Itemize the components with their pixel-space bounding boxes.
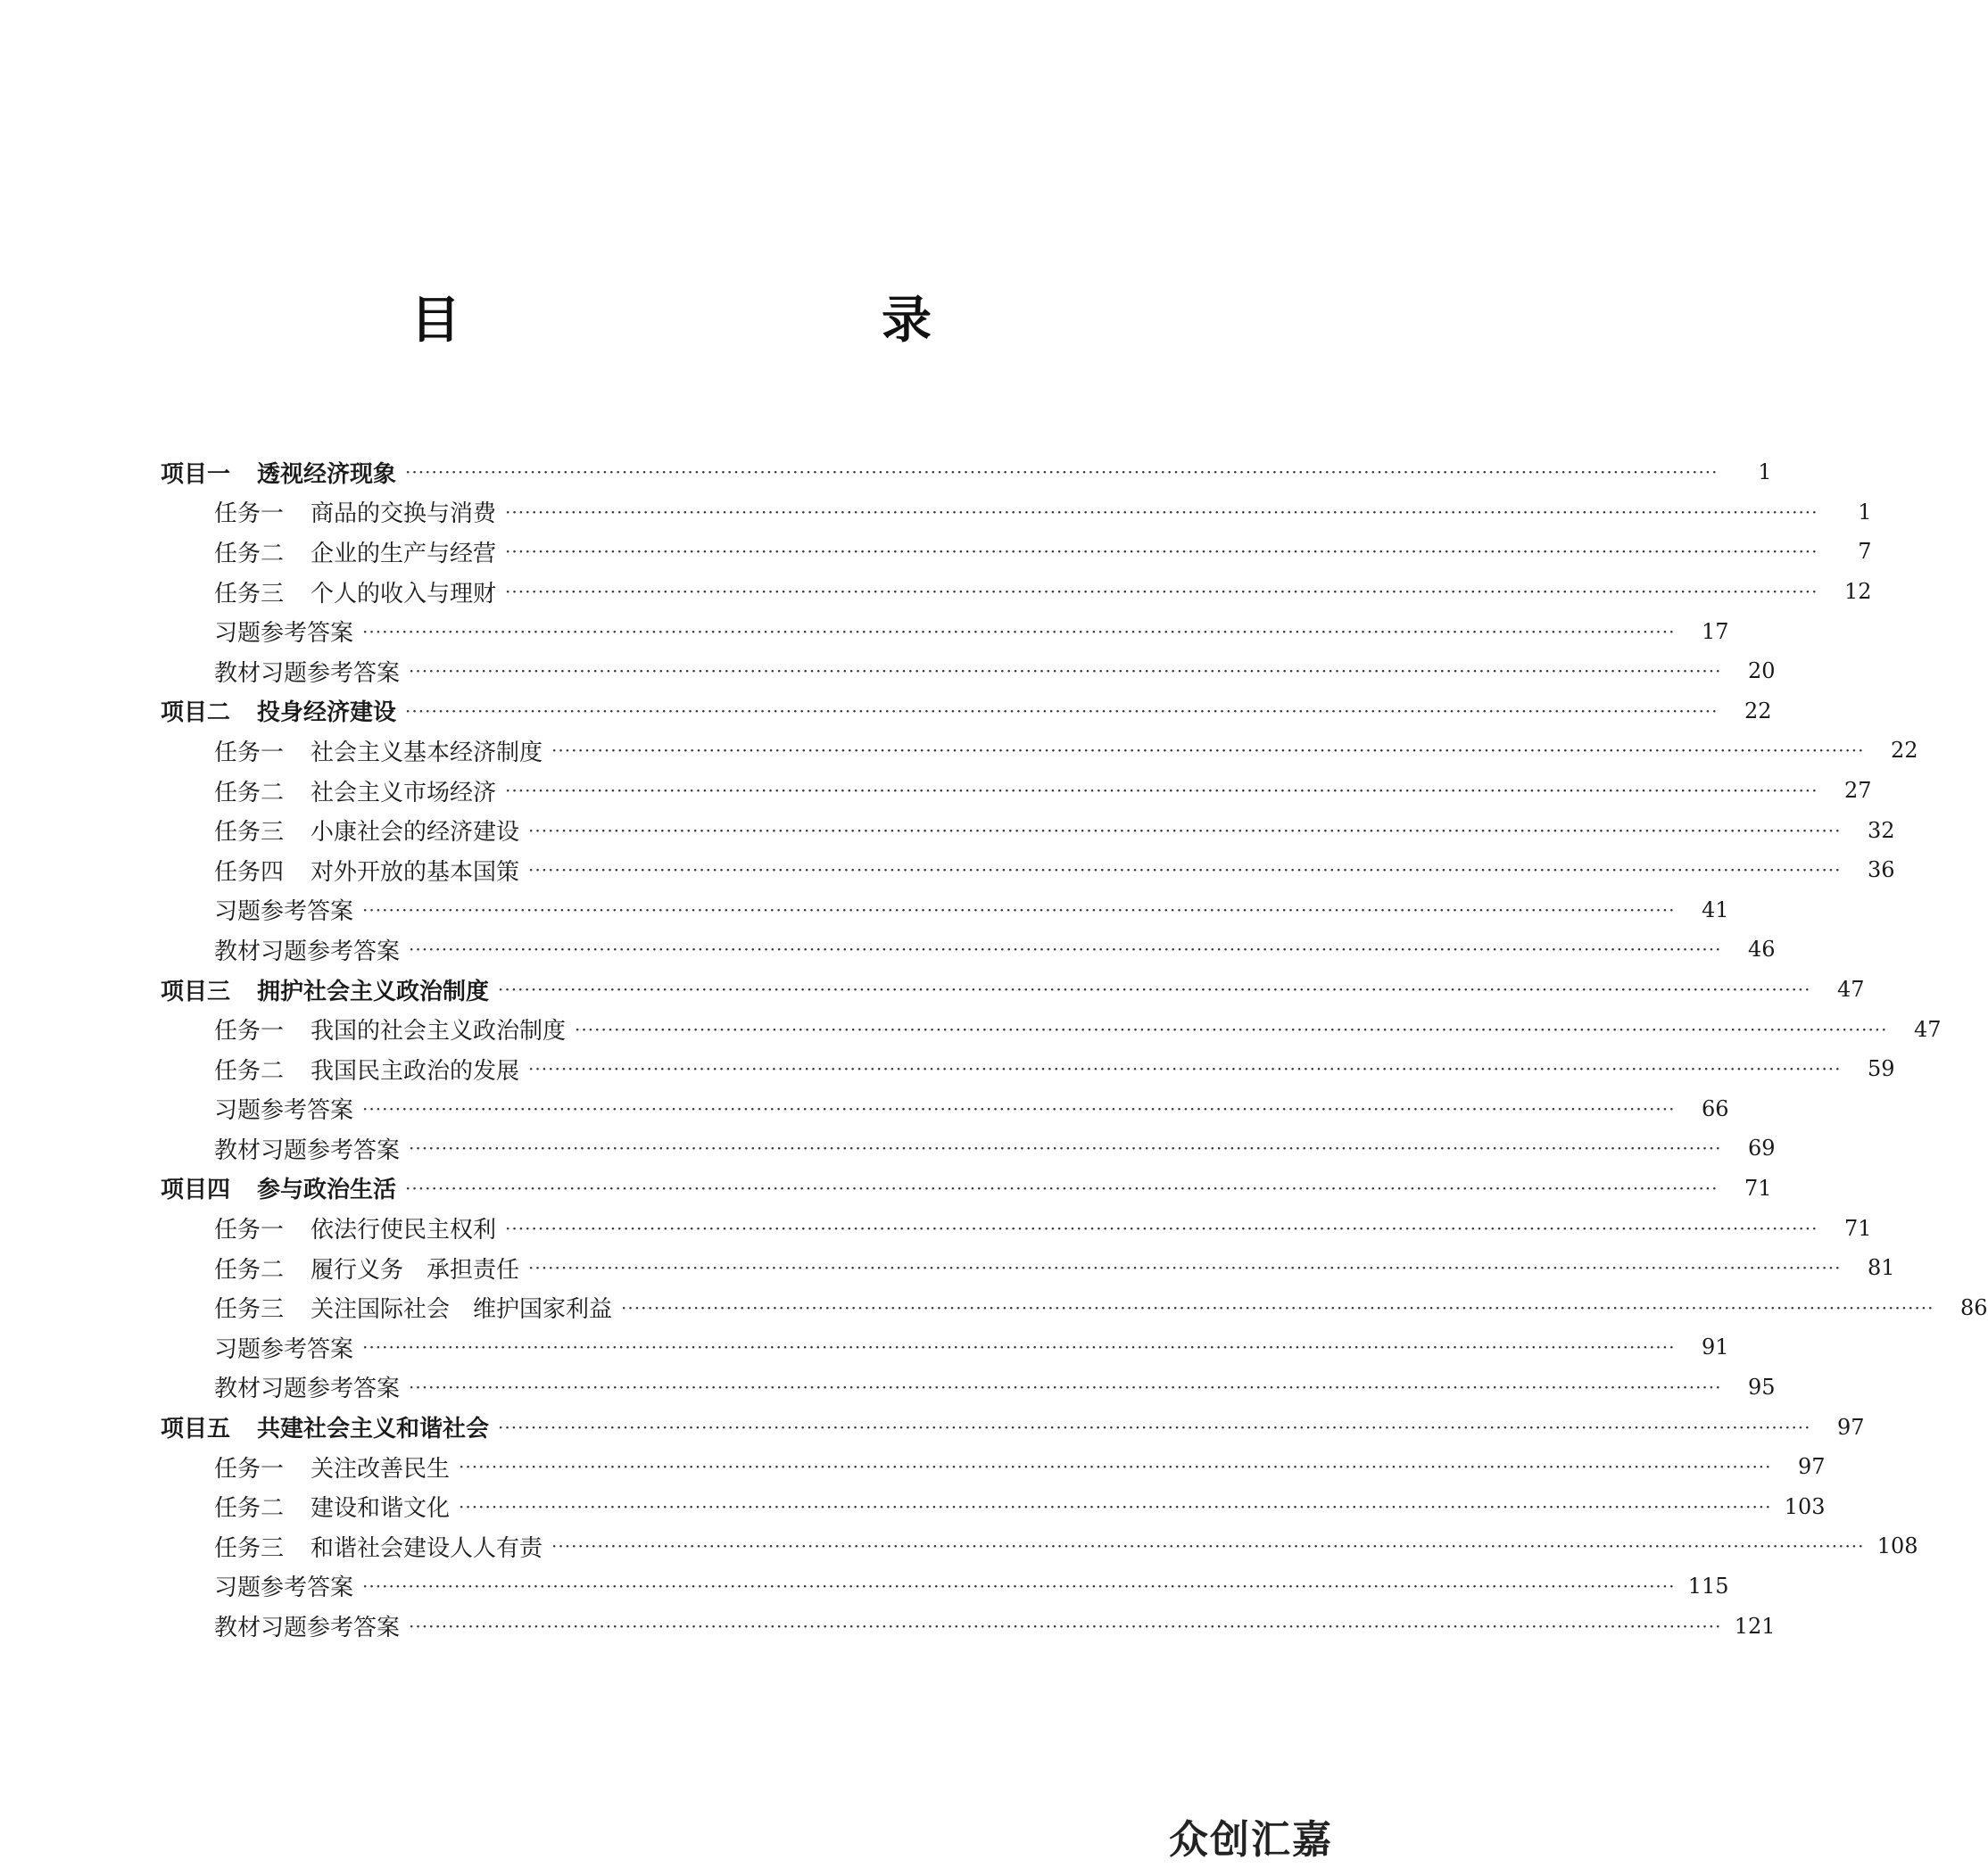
toc-entry-label: 任务一 [214,500,285,528]
toc-entry-title: 教材习题参考答案 [214,1137,401,1164]
toc-task-entry[interactable] [0,1287,1988,1327]
dot-leader: ········································································································································································································ [409,1376,1722,1398]
toc-page-number: 71 [1843,1215,1872,1241]
dot-leader: ········································································································································································································ [505,541,1818,563]
toc-entry-label: 任务二 [214,540,285,567]
toc-task-entry[interactable] [0,930,1776,970]
toc-project-entry[interactable] [0,1169,1772,1209]
toc-task-entry[interactable] [0,771,1872,811]
dot-leader: ········································································································································································································ [362,1097,1676,1120]
dot-leader: ········································································································································································································ [362,620,1676,642]
dot-leader: ········································································································································································································ [621,1296,1934,1318]
toc-page-number: 46 [1747,937,1776,963]
toc-page-number: 86 [1959,1294,1988,1320]
dot-leader: ········································································································································································································ [459,1456,1772,1478]
toc-entry-label: 项目二 [161,699,231,727]
toc-entry-title: 教材习题参考答案 [214,659,401,687]
dot-leader: ········································································································································································································ [505,780,1818,802]
toc-entry-label: 任务二 [214,1495,285,1523]
dot-leader: ········································································································································································································ [409,1137,1722,1160]
toc-task-entry[interactable] [0,1606,1776,1646]
toc-entry-label: 任务二 [214,1057,285,1085]
toc-page-number: 32 [1867,817,1895,843]
dot-leader: ········································································································································································································ [498,979,1811,1001]
toc-page-number: 115 [1687,1573,1729,1599]
toc-page-number: 12 [1843,579,1872,605]
dot-leader: ········································································································································································································ [528,1257,1842,1279]
dot-leader: ········································································································································································································ [405,461,1719,484]
toc-entry-label: 任务一 [214,1018,285,1046]
toc-entry-title: 个人的收入与理财 [311,580,497,608]
toc-entry-title: 习题参考答案 [214,898,354,926]
dot-leader: ········································································································································································································ [498,1416,1811,1438]
toc-task-entry[interactable] [0,890,1729,930]
toc-page-number: 36 [1867,857,1895,883]
toc-entry-title: 我国民主政治的发展 [311,1057,520,1085]
toc-task-entry[interactable] [0,1486,1826,1526]
toc-entry-label: 任务三 [214,580,285,608]
dot-leader: ········································································································································································································ [362,1336,1676,1359]
dot-leader: ········································································································································································································ [409,1615,1722,1637]
toc-task-entry[interactable] [0,1447,1826,1487]
toc-entry-label: 任务一 [214,739,285,766]
toc-page-number: 121 [1734,1613,1776,1639]
toc-entry-title: 我国的社会主义政治制度 [311,1018,567,1046]
dot-leader: ········································································································································································································ [409,938,1722,961]
dot-leader: ········································································································································································································ [459,1495,1772,1517]
toc-entry-title: 习题参考答案 [214,620,354,648]
toc-entry-title: 教材习题参考答案 [214,1615,401,1642]
toc-entry-label: 任务三 [214,819,285,847]
toc-entry-title: 小康社会的经济建设 [311,819,520,847]
toc-entry-title: 透视经济现象 [257,460,397,488]
toc-entry-label: 任务一 [214,1455,285,1483]
dot-leader: ········································································································································································································ [405,699,1719,722]
dot-leader: ········································································································································································································ [528,819,1842,841]
toc-task-entry[interactable] [0,731,1918,771]
dot-leader: ········································································································································································································ [505,500,1818,523]
toc-task-entry[interactable] [0,1009,1942,1049]
toc-task-entry[interactable] [0,611,1729,651]
toc-entry-label: 任务三 [214,1296,285,1324]
toc-entry-label: 任务四 [214,858,285,886]
toc-page-number: 97 [1836,1414,1865,1440]
dot-leader: ········································································································································································································ [528,859,1842,881]
toc-entry-title: 习题参考答案 [214,1335,354,1363]
toc-project-entry[interactable] [0,1407,1865,1447]
toc-entry-title: 习题参考答案 [214,1097,354,1125]
toc-project-entry[interactable] [0,970,1865,1010]
dot-leader: ········································································································································································································ [575,1018,1888,1040]
toc-project-entry[interactable] [0,452,1772,492]
toc-entry-title: 习题参考答案 [214,1575,354,1602]
toc-entry-title: 共建社会主义和谐社会 [257,1416,490,1443]
toc-entry-title: 社会主义市场经济 [311,779,497,806]
toc-page-number: 47 [1913,1016,1942,1042]
toc-page-number: 108 [1876,1533,1918,1559]
toc-entry-label: 任务一 [214,1217,285,1244]
toc-task-entry[interactable] [0,1089,1729,1129]
toc-task-entry[interactable] [0,492,1872,533]
toc-page-number: 91 [1701,1335,1729,1360]
toc-entry-title: 参与政治生活 [257,1177,397,1204]
toc-page-number: 22 [1744,698,1772,723]
toc-page-number: 27 [1843,778,1872,804]
toc-project-entry[interactable] [0,691,1772,731]
toc-entry-label: 项目四 [161,1177,231,1204]
toc-page-number: 7 [1858,539,1872,565]
toc-task-entry[interactable] [0,1327,1729,1368]
toc-entry-title: 关注改善民生 [311,1455,451,1483]
toc-task-entry[interactable] [0,651,1776,691]
dot-leader: ········································································································································································································ [551,1535,1865,1558]
toc-task-entry[interactable] [0,1128,1776,1169]
toc-task-entry[interactable] [0,572,1872,612]
toc-entry-label: 项目一 [161,460,231,488]
toc-entry-title: 拥护社会主义政治制度 [257,978,490,1005]
dot-leader: ········································································································································································································ [362,1575,1676,1597]
toc-task-entry[interactable] [0,1368,1776,1408]
toc-page-number: 20 [1747,658,1776,684]
toc-task-entry[interactable] [0,1049,1895,1089]
toc-entry-title: 履行义务 承担责任 [311,1256,520,1284]
toc-entry-title: 对外开放的基本国策 [311,858,520,886]
dot-leader: ········································································································································································································ [505,1217,1818,1239]
toc-entry-label: 任务二 [214,779,285,806]
watermark-logo: 众创汇嘉 [1169,1817,1333,1863]
toc-entry-title: 投身经济建设 [257,699,397,727]
toc-page-number: 81 [1867,1255,1895,1281]
toc-entry-title: 教材习题参考答案 [214,938,401,965]
page-title: 目 录 [410,292,1039,350]
toc-page-number: 47 [1836,977,1865,1003]
toc-page-number: 17 [1701,618,1729,644]
toc-page-number: 97 [1797,1454,1826,1480]
dot-leader: ········································································································································································································ [505,581,1818,603]
toc-entry-title: 和谐社会建设人人有责 [311,1534,543,1562]
toc-page-number: 71 [1744,1175,1772,1201]
toc-entry-label: 项目五 [161,1416,231,1443]
dot-leader: ········································································································································································································ [362,898,1676,921]
toc-entry-title: 教材习题参考答案 [214,1376,401,1403]
toc-task-entry[interactable] [0,1208,1872,1248]
dot-leader: ········································································································································································································ [551,740,1865,762]
toc-entry-title: 建设和谐文化 [311,1495,451,1523]
toc-entry-title: 依法行使民主权利 [311,1217,497,1244]
toc-task-entry[interactable] [0,810,1895,850]
toc-entry-title: 商品的交换与消费 [311,500,497,528]
toc-task-entry[interactable] [0,1566,1729,1607]
toc-page-number: 59 [1867,1056,1895,1082]
toc-entry-title: 社会主义基本经济制度 [311,739,543,766]
toc-entry-label: 任务二 [214,1256,285,1284]
toc-page-number: 1 [1758,459,1772,485]
toc-entry-title: 关注国际社会 维护国家利益 [311,1296,613,1324]
toc-task-entry[interactable] [0,1248,1895,1288]
toc-page-number: 22 [1890,738,1918,764]
toc-task-entry[interactable] [0,850,1895,890]
dot-leader: ········································································································································································································ [528,1058,1842,1080]
toc-page-number: 66 [1701,1095,1729,1121]
table-of-contents [0,452,1988,1646]
dot-leader: ········································································································································································································ [405,1177,1719,1199]
toc-page-number: 95 [1747,1374,1776,1400]
toc-page-number: 1 [1858,499,1872,525]
toc-entry-label: 任务三 [214,1534,285,1562]
toc-task-entry[interactable] [0,1526,1918,1566]
toc-page-number: 69 [1747,1136,1776,1161]
toc-page-number: 41 [1701,897,1729,922]
toc-entry-title: 企业的生产与经营 [311,540,497,567]
toc-page-number: 103 [1784,1493,1826,1519]
toc-entry-label: 项目三 [161,978,231,1005]
dot-leader: ········································································································································································································ [409,660,1722,682]
toc-task-entry[interactable] [0,532,1872,572]
